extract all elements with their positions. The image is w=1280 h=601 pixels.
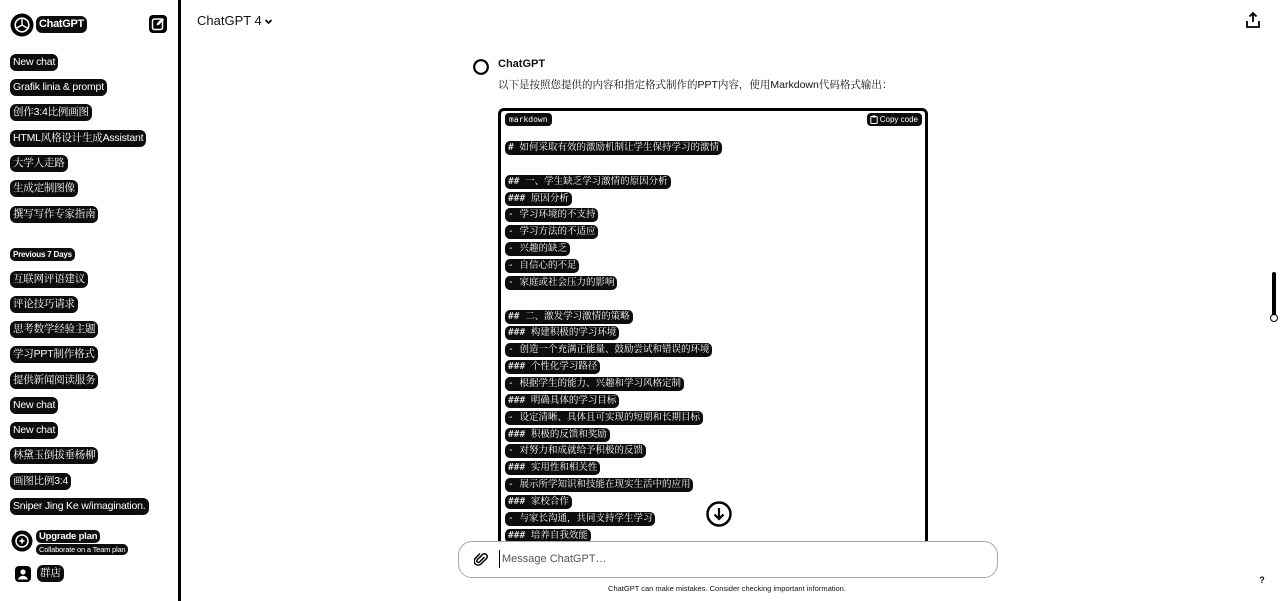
message-input[interactable]: [499, 550, 972, 568]
sidebar-item-chat[interactable]: 学习PPT制作格式: [10, 346, 98, 363]
code-line: [505, 207, 923, 224]
sidebar-item-chat[interactable]: HTML风格设计生成Assistant: [10, 130, 146, 147]
scroll-to-bottom-button[interactable]: [706, 501, 732, 527]
paperclip-icon[interactable]: [474, 552, 488, 568]
code-line: [505, 477, 923, 494]
code-line: [505, 325, 923, 342]
code-text: - 对努力和成就给予积极的反馈: [505, 444, 646, 458]
code-text: # 如何采取有效的激励机制让学生保持学习的激情: [505, 141, 722, 155]
code-text: ### 培养自我效能: [505, 529, 591, 541]
code-text: - 展示所学知识和技能在现实生活中的应用: [505, 478, 693, 492]
code-text: - 家庭或社会压力的影响: [505, 276, 617, 290]
sidebar-item-chat[interactable]: 创作3:4比例画图: [10, 104, 92, 121]
code-line: [505, 443, 923, 460]
sidebar: [0, 0, 181, 601]
user-menu[interactable]: [10, 564, 160, 584]
code-line: [505, 191, 923, 208]
code-line: [505, 258, 923, 275]
code-language: markdown: [505, 113, 552, 126]
brand-name[interactable]: ChatGPT: [36, 16, 87, 33]
assistant-avatar-icon: [473, 59, 489, 75]
user-name: 群店: [37, 565, 64, 582]
message-intro: 以下是按照您提供的内容和指定格式制作的PPT内容，使用Markdown代码格式输出：: [498, 79, 893, 91]
code-line: [505, 309, 923, 326]
upgrade-plan-title: Upgrade plan: [36, 530, 100, 543]
code-line: [505, 241, 923, 258]
code-text: ### 明确具体的学习目标: [505, 394, 619, 408]
code-text: - 兴趣的缺乏: [505, 242, 570, 256]
upgrade-plan-subtitle: Collaborate on a Team plan: [36, 544, 128, 555]
code-text: ## 一、学生缺乏学习激情的原因分析: [505, 175, 671, 189]
code-text: ### 实用性和相关性: [505, 461, 600, 475]
code-text: ### 家校合作: [505, 495, 572, 509]
code-text: - 学习环境的不支持: [505, 208, 598, 222]
code-text: ### 构建积极的学习环境: [505, 326, 619, 340]
code-line: [505, 292, 923, 309]
code-line: [505, 140, 923, 157]
code-line: [505, 376, 923, 393]
code-line: [505, 528, 923, 541]
code-line: [505, 410, 923, 427]
code-text: ### 积极的反馈和奖励: [505, 428, 610, 442]
chatgpt-logo-icon[interactable]: [10, 13, 34, 37]
sidebar-item-chat[interactable]: 生成定制图像: [10, 180, 78, 197]
sidebar-item-chat[interactable]: 林黛玉倒拔垂杨柳: [10, 447, 98, 464]
code-line: [505, 460, 923, 477]
scrollbar-thumb[interactable]: [1272, 272, 1276, 318]
copy-code-label: Copy code: [879, 115, 918, 124]
disclaimer: ChatGPT can make mistakes. Consider checking important information.: [608, 584, 846, 593]
code-line: [505, 275, 923, 292]
sidebar-item-chat[interactable]: 思考数学经验主题: [10, 321, 98, 338]
code-text: - 自信心的不足: [505, 259, 579, 273]
sidebar-item-chat[interactable]: 提供新闻阅读服务: [10, 372, 98, 389]
code-text: ## 二、激发学习激情的策略: [505, 310, 633, 324]
code-text: - 创造一个充满正能量、鼓励尝试和错误的环境: [505, 343, 712, 357]
code-text: - 学习方法的不适应: [505, 225, 598, 239]
code-line: [505, 224, 923, 241]
message-author: ChatGPT: [498, 58, 546, 70]
sidebar-item-chat[interactable]: Grafik linia & prompt: [10, 79, 107, 96]
composer: [458, 541, 998, 578]
code-line: [505, 427, 923, 444]
sidebar-item-chat[interactable]: 画图比例3:4: [10, 473, 71, 490]
sidebar-item-chat[interactable]: Sniper Jing Ke w/imagination.: [10, 498, 149, 515]
sparkle-icon: [11, 530, 33, 552]
user-icon: [15, 566, 31, 582]
clipboard-icon: [870, 115, 878, 124]
code-text: - 根据学生的能力、兴趣和学习风格定制: [505, 377, 684, 391]
conversation: [181, 0, 1280, 541]
edit-icon[interactable]: [148, 14, 168, 34]
help-button[interactable]: ?: [1259, 575, 1265, 585]
model-name: ChatGPT 4: [197, 13, 262, 28]
code-line: [505, 157, 923, 174]
sidebar-item-chat[interactable]: New chat: [10, 54, 58, 71]
sidebar-item-chat[interactable]: 撰写写作专家指南: [10, 206, 98, 223]
copy-code-button[interactable]: [867, 113, 922, 126]
code-text: ### 原因分析: [505, 192, 572, 206]
code-line: [505, 174, 923, 191]
code-body: [505, 140, 923, 541]
code-block: [498, 108, 928, 541]
code-text: - 与家长沟通，共同支持学生学习: [505, 512, 655, 526]
sidebar-section-previous-7-days: Previous 7 Days: [10, 248, 75, 261]
code-text: - 设定清晰、具体且可实现的短期和长期目标: [505, 411, 703, 425]
upgrade-plan-button[interactable]: [8, 528, 168, 558]
scrollbar-handle[interactable]: [1270, 314, 1278, 322]
code-line: [505, 393, 923, 410]
sidebar-item-chat[interactable]: 互联网评语建议: [10, 271, 88, 288]
sidebar-item-chat[interactable]: New chat: [10, 397, 58, 414]
code-line: [505, 342, 923, 359]
sidebar-item-chat[interactable]: New chat: [10, 422, 58, 439]
sidebar-item-chat[interactable]: 大学人走路: [10, 155, 68, 172]
code-text: ### 个性化学习路径: [505, 360, 600, 374]
sidebar-item-chat[interactable]: 评论技巧请求: [10, 296, 78, 313]
code-line: [505, 359, 923, 376]
